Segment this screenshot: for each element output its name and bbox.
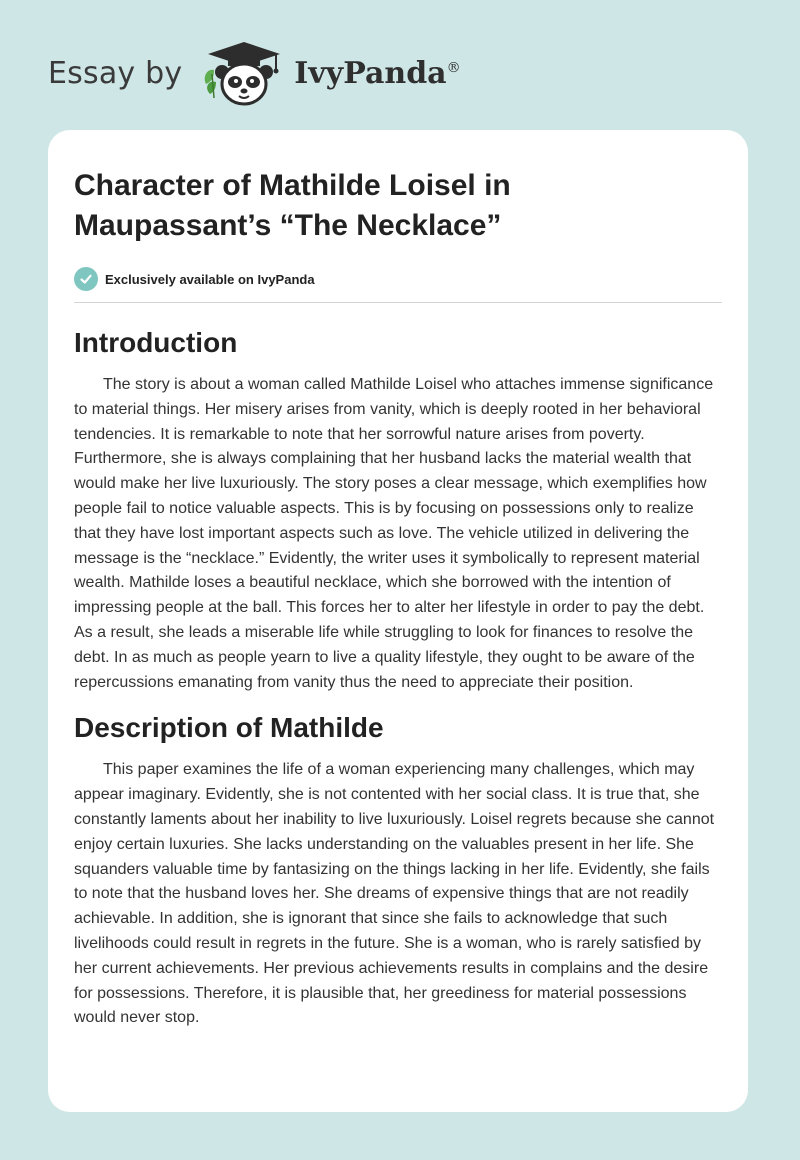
essay-by-label: Essay by	[48, 55, 183, 91]
badge-text: Exclusively available on IvyPanda	[105, 271, 315, 287]
section-body-description: This paper examines the life of a woman experiencing many challenges, which may appear imaginary. Evidently, she is not contented with her social class. It is true that, she constantly laments about her inability to live luxuriously. Loisel regrets because she cannot enjoy certain luxuries. She lacks understanding on the valuables present in her life. She squanders valuable time by fantasizing on the things lacking in her life. Evidently, she fails to note that the husband loves her. She dreams of expensive things that are not readily achievable. In addition, she is ignorant that since she fails to acknowledge that such livelihoods could result in regrets in the future. She is a woman, who is rarely satisfied by her current achievements. Her previous achievements results in complains and the desire for possessions. Therefore, it is plausible that, her greediness for material possessions would never stop.	[74, 761, 715, 1027]
section-heading-description: Description of Mathilde	[74, 712, 384, 744]
article-title: Character of Mathilde Loisel in Maupassant’s “The Necklace”	[74, 169, 511, 242]
site-logo[interactable]	[48, 38, 461, 108]
exclusive-badge	[74, 265, 722, 293]
article-card	[48, 130, 748, 1112]
check-circle-icon	[74, 267, 98, 291]
divider	[74, 302, 722, 303]
section-body-introduction: The story is about a woman called Mathilde Loisel who attaches immense significance to material things. Her misery arises from vanity, which is deeply rooted in her behavioral tendencies. It is remarkable to note that her sorrowful nature arises from poverty. Furthermore, she is always complaining that her husband lacks the material wealth that would make her live luxuriously. The story poses a clear message, which exemplifies how people fail to notice valuable aspects. This is by focusing on possessions only to realize that they have lost important aspects such as love. The vehicle utilized in delivering the message is the “necklace.” Evidently, the writer uses it symbolically to represent material wealth. Mathilde loses a beautiful necklace, which she borrowed with the intention of impressing people at the ball. This forces her to alter her lifestyle in order to pay the debt. As a result, she leads a miserable life while struggling to look for finances to resolve the debt. In as much as people yearn to live a quality lifestyle, they ought to be aware of the repercussions emanating from vanity thus the need to appreciate their position.	[74, 376, 714, 691]
brand-name: IvyPanda®	[294, 55, 461, 91]
section-heading-introduction: Introduction	[74, 327, 238, 358]
panda-graduate-icon	[200, 38, 288, 108]
